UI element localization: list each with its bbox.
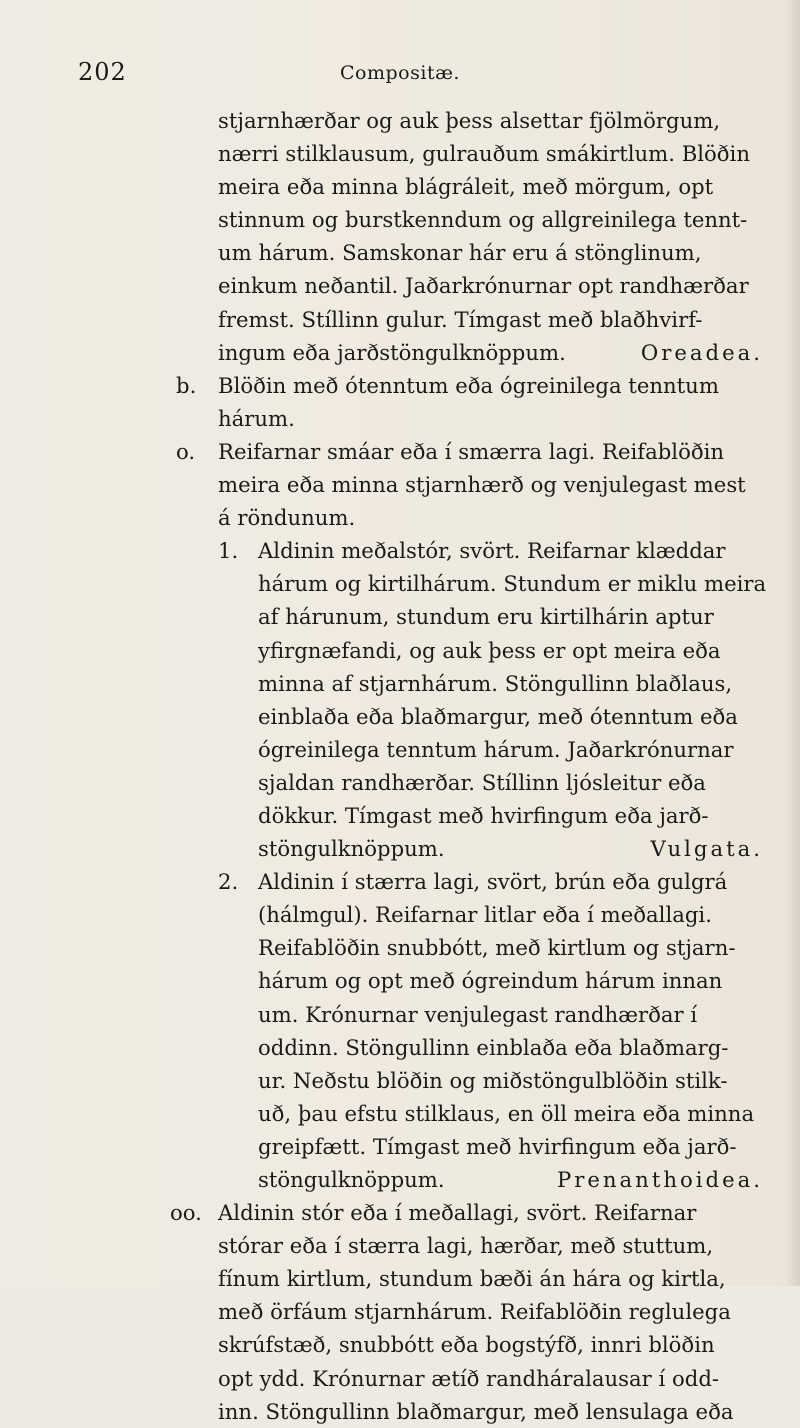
text-line: minna af stjarnhárum. Stöngullinn blaðlaus, (258, 670, 733, 696)
text-line-with-group-name (218, 336, 763, 369)
text-line: Aldinin í stærra lagi, svört, brún eða gulgrá (258, 869, 728, 895)
text-line: opt ydd. Krónurnar ætíð randháralausar í odd- (218, 1365, 720, 1391)
text-line-with-group-name (258, 1163, 763, 1196)
page-header (0, 58, 800, 98)
text-line: uð, þau efstu stilklaus, en öll meira eða minna (258, 1100, 755, 1126)
text-line: skrúfstæð, snubbótt eða bogstýfð, innri blöðin (218, 1332, 715, 1358)
text-line: meira eða minna stjarnhærð og venjulegast mest (218, 472, 746, 498)
text-line: hárum og opt með ógreindum hárum innan (258, 968, 723, 994)
text-line: stinnum og burstkenndum og allgreinilega tennt- (218, 207, 748, 233)
text-line-with-group-name (258, 832, 763, 865)
text-line: stöngulknöppum. (258, 1167, 445, 1192)
item-marker-1: 1. (218, 538, 239, 564)
text-line: af hárunum, stundum eru kirtilhárin aptur (258, 604, 714, 630)
section-marker-oo: oo. (170, 1200, 202, 1226)
item-marker-2: 2. (218, 869, 239, 895)
section-o (176, 435, 763, 534)
running-head: Compositæ. (340, 62, 460, 84)
text-line: greipfætt. Tímgast með hvirfingum eða jarð- (258, 1133, 737, 1159)
group-name-vulgata: Vulgata. (650, 836, 763, 862)
text-line: dökkur. Tímgast með hvirfingum eða jarð- (258, 802, 709, 828)
text-line: oddinn. Stöngullinn einblaða eða blaðmarg- (258, 1034, 729, 1060)
group-name-prenanthoidea: Prenanthoidea. (556, 1167, 763, 1192)
text-line: nærri stilklausum, gulrauðum smákirtlum. Blöðin (218, 141, 750, 167)
text-line: á röndunum. (218, 505, 356, 531)
text-line: með örfáum stjarnhárum. Reifablöðin reglulega (218, 1299, 731, 1325)
text-line: Reifablöðin snubbótt, með kirtlum og stjarn- (258, 935, 736, 961)
text-line: einkum neðantil. Jaðarkrónurnar opt randhærðar (218, 273, 749, 299)
item-2-prenanthoidea (218, 865, 763, 1196)
text-line: ingum eða jarðstöngulknöppum. (218, 339, 566, 365)
text-line: hárum og kirtilhárum. Stundum er miklu meira (258, 571, 767, 597)
text-line: Aldinin meðalstór, svört. Reifarnar klæddar (258, 538, 726, 564)
text-line: um. Krónurnar venjulegast randhærðar í (258, 1001, 698, 1027)
page-number: 202 (78, 58, 127, 86)
section-marker-o: o. (176, 438, 196, 464)
text-line: meira eða minna blágráleit, með mörgum, opt (218, 174, 714, 200)
text-line: hárum. (218, 405, 295, 431)
text-line: (hálmgul). Reifarnar litlar eða í meðallagi. (258, 902, 712, 928)
text-line: stórar eða í stærra lagi, hærðar, með stuttum, (218, 1233, 714, 1259)
text-line: einblaða eða blaðmargur, með ótenntum eða (258, 703, 738, 729)
text-line: stjarnhærðar og auk þess alsettar fjölmörgum, (218, 108, 721, 133)
group-name-oreadea: Oreadea. (640, 339, 763, 365)
section-b (176, 369, 763, 435)
text-line: fremst. Stíllinn gulur. Tímgast með blaðhvirf- (218, 306, 703, 332)
text-line: yfirgnæfandi, og auk þess er opt meira eða (258, 637, 721, 663)
text-line: fínum kirtlum, stundum bæði án hára og kirtla, (218, 1266, 726, 1292)
text-line: inn. Stöngullinn blaðmargur, með lensulaga eða (218, 1398, 734, 1424)
paragraph-continuation (218, 104, 763, 369)
text-line: Aldinin stór eða í meðallagi, svört. Reifarnar (218, 1200, 697, 1226)
text-line: sjaldan randhærðar. Stíllinn ljósleitur eða (258, 769, 706, 795)
section-oo (170, 1196, 763, 1428)
text-line: stöngulknöppum. (258, 836, 445, 862)
item-1-vulgata (218, 534, 767, 865)
text-line: ur. Neðstu blöðin og miðstöngulblöðin stilk- (258, 1067, 728, 1093)
page-body (0, 104, 800, 1428)
section-marker-b: b. (176, 372, 197, 398)
text-line: Reifarnar smáar eða í smærra lagi. Reifablöðin (218, 438, 725, 464)
text-line: ógreinilega tenntum hárum. Jaðarkrónurnar (258, 736, 734, 762)
text-line: Blöðin með ótenntum eða ógreinilega tenntum (218, 372, 719, 398)
text-line: um hárum. Samskonar hár eru á stönglinum, (218, 240, 702, 266)
